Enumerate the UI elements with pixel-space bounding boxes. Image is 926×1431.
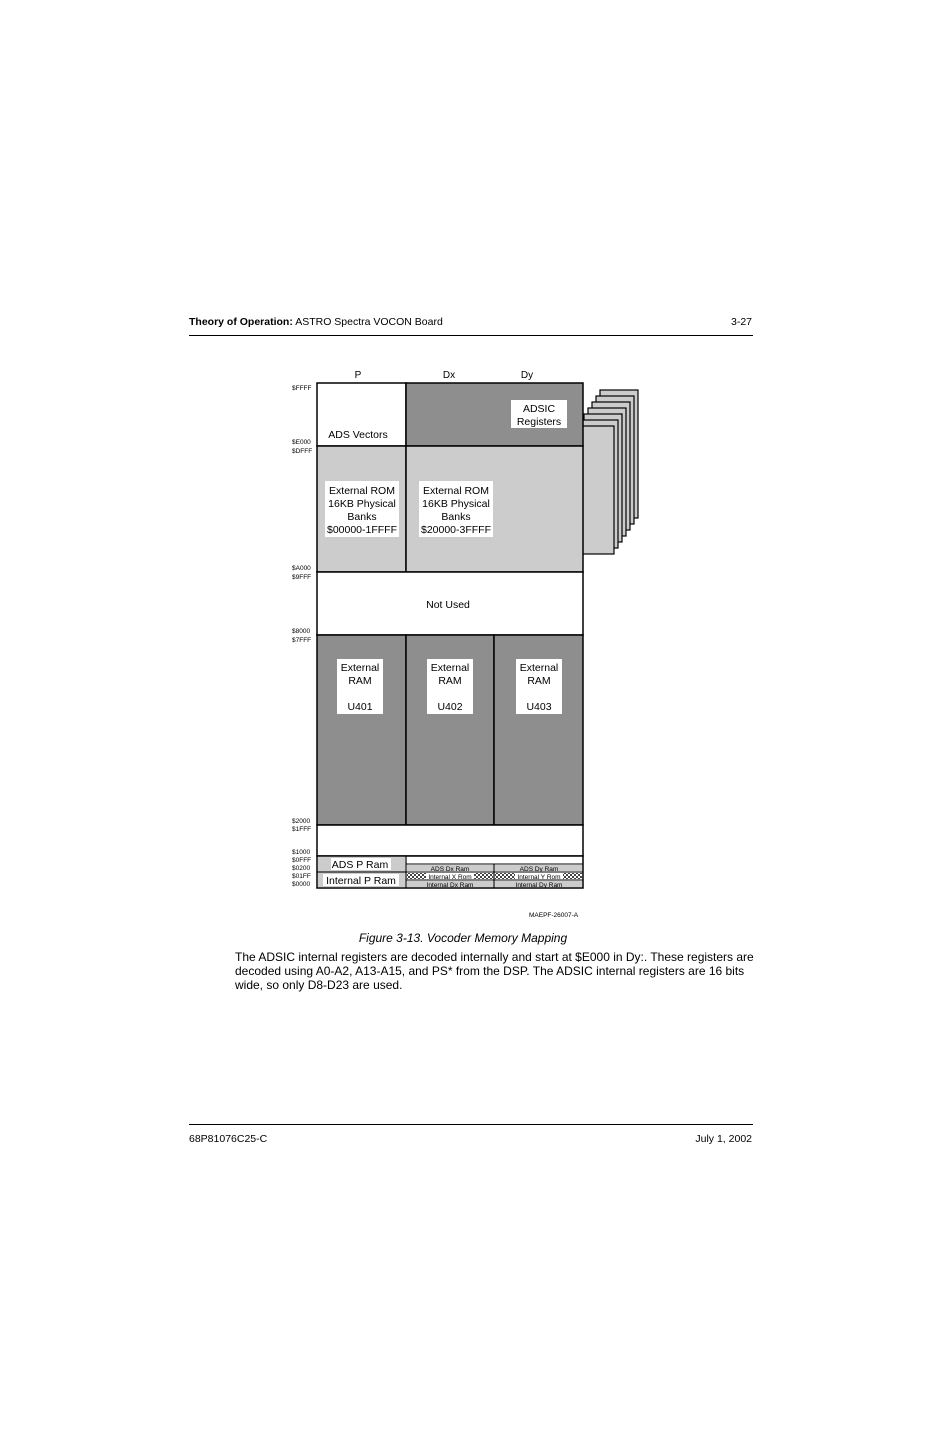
figure-id: MAEPF-26007-A — [529, 912, 579, 919]
ext-rom-dxdy-line1: External ROM — [423, 485, 489, 497]
not-used-label: Not Used — [426, 599, 470, 611]
ext-rom-p-line3: Banks — [347, 511, 377, 523]
adsic-label-line2: Registers — [516, 416, 562, 428]
ads-dy-ram-label: ADS Dy Ram — [519, 866, 559, 873]
column-dx: Dx — [442, 370, 456, 381]
footer-date: July 1, 2002 — [695, 1133, 752, 1145]
ads-p-ram-label: ADS P Ram — [331, 859, 389, 871]
internal-dy-ram-label: Internal Dy Ram — [515, 882, 563, 889]
ads-dx-ram-label: ADS Dx Ram — [430, 866, 470, 873]
footer-doc-number: 68P81076C25-C — [189, 1133, 268, 1145]
ram-u401-line2: RAM — [348, 675, 372, 687]
adsic-label-line1: ADSIC — [522, 403, 556, 415]
addr-1000: $1000 — [292, 849, 311, 856]
header-section: Theory of Operation: — [189, 316, 293, 328]
ext-rom-dxdy-line4: $20000-3FFFF — [420, 524, 492, 536]
ram-u403-line2: RAM — [527, 675, 551, 687]
addr-9fff: $9FFF — [292, 574, 312, 581]
addr-0000: $0000 — [292, 881, 311, 888]
ram-u402-line1: External — [430, 662, 470, 674]
ram-u402-chip: U402 — [437, 701, 463, 713]
column-dy: Dy — [520, 370, 534, 381]
addr-e000: $E000 — [292, 439, 311, 446]
low-unused-region — [317, 825, 583, 856]
internal-dx-ram-label: Internal Dx Ram — [426, 882, 474, 889]
ext-rom-p-line1: External ROM — [329, 485, 395, 497]
body-paragraph: The ADSIC internal registers are decoded internally and start at $E000 in Dy:. These registers are decoded using A0-A2, A13-A15, and PS* from the DSP. The ADSIC internal registers are 16 bits wide, so only D8-D23 are used. — [235, 950, 754, 992]
addr-ffff: $FFFF — [292, 385, 312, 392]
addr-0fff: $0FFF — [292, 857, 312, 864]
addr-a000: $A000 — [292, 565, 311, 572]
addr-dfff: $DFFF — [292, 448, 313, 455]
addr-0200: $0200 — [292, 865, 311, 872]
internal-x-rom-label: Internal X Rom — [428, 874, 472, 881]
header-board-name: ASTRO Spectra VOCON Board — [295, 316, 443, 328]
ext-rom-dxdy-line2: 16KB Physical — [422, 498, 490, 510]
ext-rom-p-line2: 16KB Physical — [328, 498, 396, 510]
internal-y-rom-label: Internal Y Rom — [517, 874, 561, 881]
internal-p-ram-label: Internal P Ram — [326, 875, 396, 887]
ram-u402-line2: RAM — [438, 675, 462, 687]
page-number: 3-27 — [730, 316, 752, 328]
figure-caption: Figure 3-13. Vocoder Memory Mapping — [358, 931, 568, 945]
ads-vectors-label: ADS Vectors — [328, 429, 388, 441]
ext-rom-p-line4: $00000-1FFFF — [326, 524, 398, 536]
ram-u401-line1: External — [340, 662, 380, 674]
footer-rule — [189, 1124, 753, 1125]
ext-rom-dxdy-line3: Banks — [441, 511, 471, 523]
ram-u403-chip: U403 — [526, 701, 552, 713]
ram-u403-line1: External — [519, 662, 559, 674]
ram-u401-chip: U401 — [347, 701, 373, 713]
addr-1fff: $1FFF — [292, 826, 312, 833]
addr-7fff: $7FFF — [292, 637, 312, 644]
addr-01ff: $01FF — [292, 873, 311, 880]
addr-8000: $8000 — [292, 628, 311, 635]
column-p: P — [354, 370, 362, 381]
stacked-banks — [576, 390, 638, 554]
addr-2000: $2000 — [292, 818, 311, 825]
